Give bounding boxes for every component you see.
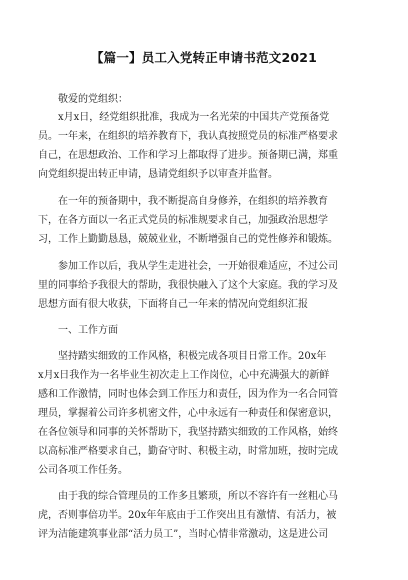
paragraph-line: 在各位领导和同事的关怀帮助下，我坚持踏实细致的工作风格，始终: [38, 427, 338, 438]
paragraph-line: 习，工作上勤勤恳恳，兢兢业业，不断增强自己的党性修养和锻炼。: [38, 234, 338, 245]
salutation: 敬爱的党组织：: [58, 94, 128, 105]
document-title: 【篇一】员工入党转正申请书范文2021: [90, 50, 318, 65]
paragraph-line: 下，在各方面以一名正式党员的标准规要求自己，加强政治思想学: [38, 215, 328, 226]
paragraph-line: 向党组织提出转正申请，恳请党组织予以审查并监督。: [38, 169, 278, 180]
paragraph-line: 感和工作激情，同时也体会到工作压力和责任，因为作为一名合同管: [38, 389, 338, 400]
paragraph-line: 虎，否则事倍功半。20x年年底由于工作突出且有激情、有活力，被: [38, 510, 337, 521]
paragraph-line: x月x日我作为一名毕业生初次走上工作岗位，心中充满强大的新鲜: [38, 370, 330, 381]
section-heading: 一、工作方面: [58, 325, 118, 336]
paragraph-line: 坚持踏实细致的工作风格，积极完成各项目日常工作。20x年: [58, 351, 327, 362]
paragraph-line: 理员，掌握着公司许多机密文件，心中永远有一种责任和保密意识，: [38, 408, 338, 419]
paragraph-line: x月x日，经党组织批准，我成为一名光荣的中国共产党预备党: [58, 112, 330, 123]
paragraph-line: 评为洁能建筑事业部“活力员工”，当时心情非常激动，这是进公司: [38, 529, 329, 540]
paragraph-line: 公司各项工作任务。: [38, 465, 128, 476]
paragraph-line: 思想方面有很大收获，下面将自己一年来的情况向党组织汇报: [38, 299, 308, 310]
paragraph-line: 由于我的综合管理员的工作多且繁琐，所以不容许有一丝粗心马: [58, 491, 338, 502]
paragraph-line: 参加工作以后，我从学生走进社会，一开始很难适应，不过公司: [58, 261, 338, 272]
paragraph-line: 自己，在思想政治、工作和学习上都取得了进步。预备期已满，郑重: [38, 150, 338, 161]
paragraph-line: 里的同事给予我很大的帮助，我很快融入了这个大家庭。我的学习及: [38, 280, 338, 291]
paragraph-line: 在一年的预备期中，我不断提高自身修养，在组织的培养教育: [58, 196, 328, 207]
paragraph-line: 以高标准严格要求自己，勤奋守时、积极主动，时常加班，按时完成: [38, 446, 338, 457]
paragraph-line: 员。一年来，在组织的培养教育下，我认真按照党员的标准严格要求: [38, 131, 338, 142]
